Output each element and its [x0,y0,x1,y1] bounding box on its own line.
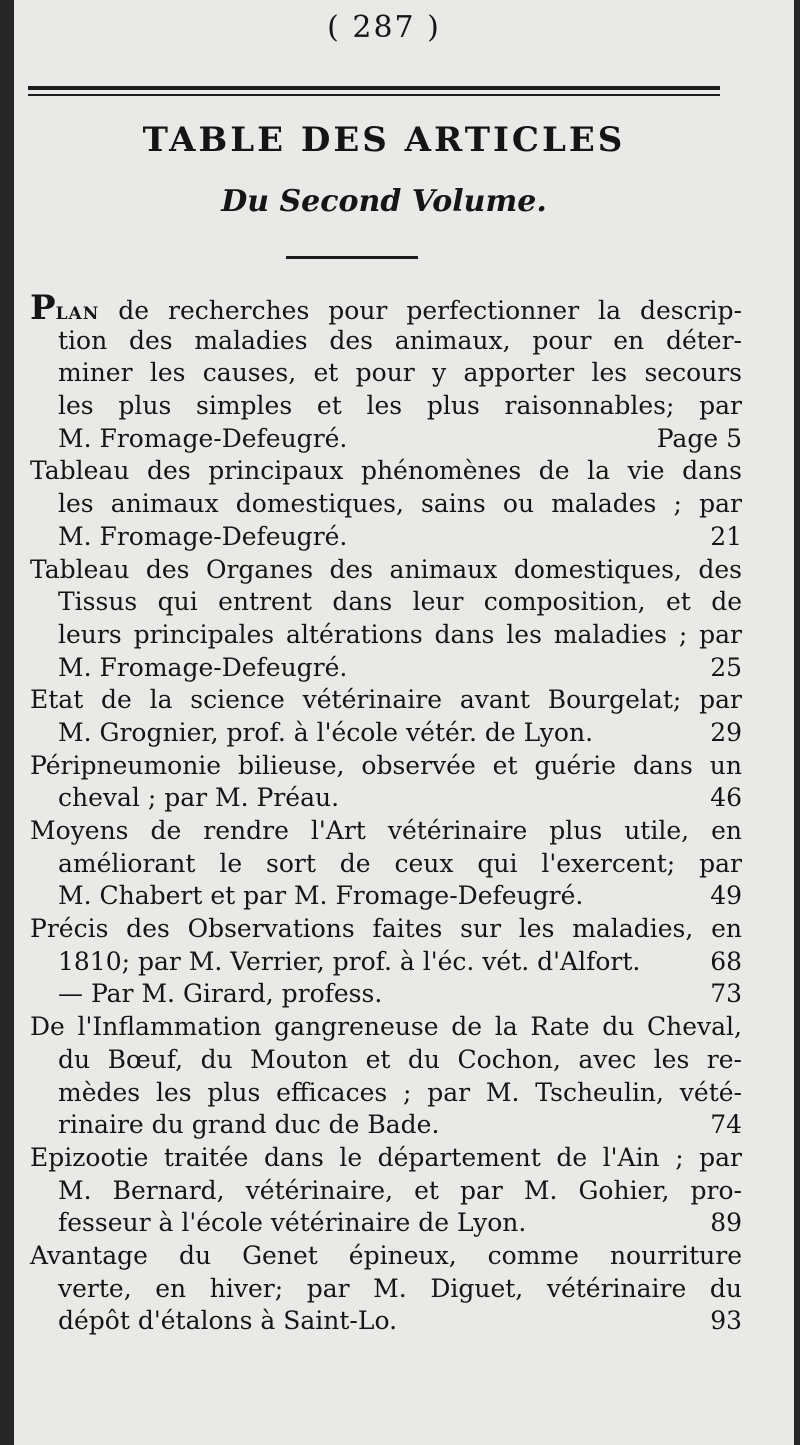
toc-entry-text: leurs principales altérations dans les maladies ; par [58,619,742,649]
toc-entry-line [30,1044,742,1077]
toc-entry-text: M. Fromage-Defeugré. [58,652,348,682]
toc-entry-text: rinaire du grand duc de Bade. [58,1110,440,1140]
toc-page-number: 25 [710,652,742,682]
toc-entry-text: 1810; par M. Verrier, prof. à l'éc. vét. d'Alfort. [58,946,641,976]
double-rule-thick [28,86,720,90]
toc-page-number: 29 [710,717,742,747]
toc-entry-line [30,913,742,946]
toc-entry [30,978,742,1011]
toc-entry-last-line [30,521,742,554]
toc-entry-text: Etat de la science vétérinaire avant Bourgelat; par [30,685,742,715]
toc-entry [30,554,742,685]
toc-entry-last-line [30,1109,742,1142]
divider [286,256,418,259]
toc-entry-text: dépôt d'étalons à Saint-Lo. [58,1306,398,1336]
toc-entry-line [30,455,742,488]
toc-page-number: 74 [710,1110,742,1140]
toc-entry-last-line [30,978,742,1011]
toc-page-number: 46 [710,783,742,813]
toc-page-number: 49 [710,881,742,911]
toc-entry-last-line [30,1207,742,1240]
toc-entry-line [30,815,742,848]
toc-entry-text: tion des maladies des animaux, pour en déter- [58,325,742,355]
toc-entry-line [30,619,742,652]
toc-page-number: Page 5 [656,423,742,453]
book-page [14,0,794,1445]
toc-entry-line [30,390,742,423]
toc-entry-last-line [30,423,742,456]
toc-entry [30,455,742,553]
drop-cap: P [30,288,56,328]
toc-entry [30,1142,742,1240]
toc-entry-last-line [30,782,742,815]
toc-entry-line [30,288,742,328]
toc-entry [30,1011,742,1142]
page-subtitle: Du Second Volume. [221,184,547,219]
toc-entry-text: Epizootie traitée dans le département de l'Ain ; par [30,1142,742,1172]
toc-entry-line [30,750,742,783]
toc-entry-last-line [30,880,742,913]
toc-entry-text: Précis des Observations faites sur les maladies, en [30,914,742,944]
toc-entry-text: M. Bernard, vétérinaire, et par M. Gohier, pro- [58,1175,742,1205]
toc-entry-line [30,357,742,390]
toc-entry-text: M. Fromage-Defeugré. [58,423,348,453]
toc-entry-last-line [30,652,742,685]
toc-entry-text: du Bœuf, du Mouton et du Cochon, avec les re- [58,1044,742,1074]
toc-entry-text: Moyens de rendre l'Art vétérinaire plus utile, en [30,816,742,845]
small-caps-text: LAN [55,304,100,324]
toc-entry-line [30,488,742,521]
toc-entry-text: M. Fromage-Defeugré. [58,521,348,551]
toc-entry-text: Tableau des Organes des animaux domestiques, des [30,554,742,584]
toc-entry-text: miner les causes, et pour y apporter les secours [58,358,742,388]
toc-entry-line [30,1240,742,1273]
page-title: TABLE DES ARTICLES [142,120,626,160]
toc-entry-line [30,1142,742,1175]
toc-entry [30,684,742,749]
toc-entry-last-line [30,1305,742,1338]
toc-entry-text: Tableau des principaux phénomènes de la vie dans [30,456,742,486]
toc-page-number: 93 [710,1306,742,1336]
toc-entry-line [30,1011,742,1044]
toc-entry-text: améliorant le sort de ceux qui l'exercent; par [58,848,742,878]
table-of-contents [30,288,742,1338]
toc-entry-text: Avantage du Genet épineux, comme nourriture [30,1240,742,1270]
toc-entry-text: Tissus qui entrent dans leur composition, et de [58,587,742,617]
toc-entry-line [30,1077,742,1110]
toc-page-number: 89 [710,1208,742,1238]
toc-entry-text: — Par M. Girard, profess. [58,979,383,1009]
page-number: ( 287 ) [327,10,441,45]
toc-entry-line [30,848,742,881]
toc-entry-last-line [30,946,742,979]
toc-entry [30,288,742,455]
toc-page-number: 21 [710,521,742,551]
toc-entry [30,913,742,978]
double-rule-thin [28,94,720,96]
toc-entry-last-line [30,717,742,750]
toc-entry [30,750,742,815]
toc-entry-line [30,586,742,619]
toc-entry-text: verte, en hiver; par M. Diguet, vétérinaire du [58,1273,742,1303]
toc-entry-text: cheval ; par M. Préau. [58,783,340,813]
toc-entry-text: les plus simples et les plus raisonnables; par [58,391,742,421]
toc-entry-line [30,1175,742,1208]
toc-entry-text: M. Grognier, prof. à l'école vétér. de Lyon. [58,717,594,747]
toc-entry-text: les animaux domestiques, sains ou malades ; par [58,489,742,519]
toc-entry-line [30,325,742,358]
toc-entry-line [30,554,742,587]
toc-entry-text: Péripneumonie bilieuse, observée et guérie dans un [30,750,742,780]
toc-page-number: 68 [710,946,742,976]
toc-entry-line [30,684,742,717]
toc-entry-text: fesseur à l'école vétérinaire de Lyon. [58,1208,527,1238]
toc-entry [30,1240,742,1338]
toc-entry-line [30,1273,742,1306]
toc-entry-text: mèdes les plus efficaces ; par M. Tscheulin, vété- [58,1077,742,1107]
toc-page-number: 73 [710,979,742,1009]
toc-entry-text: de recherches pour perfectionner la descrip- [118,296,742,325]
toc-entry-text: M. Chabert et par M. Fromage-Defeugré. [58,881,584,911]
toc-entry [30,815,742,913]
toc-entry-text: De l'Inflammation gangreneuse de la Rate du Cheval, [30,1012,742,1042]
